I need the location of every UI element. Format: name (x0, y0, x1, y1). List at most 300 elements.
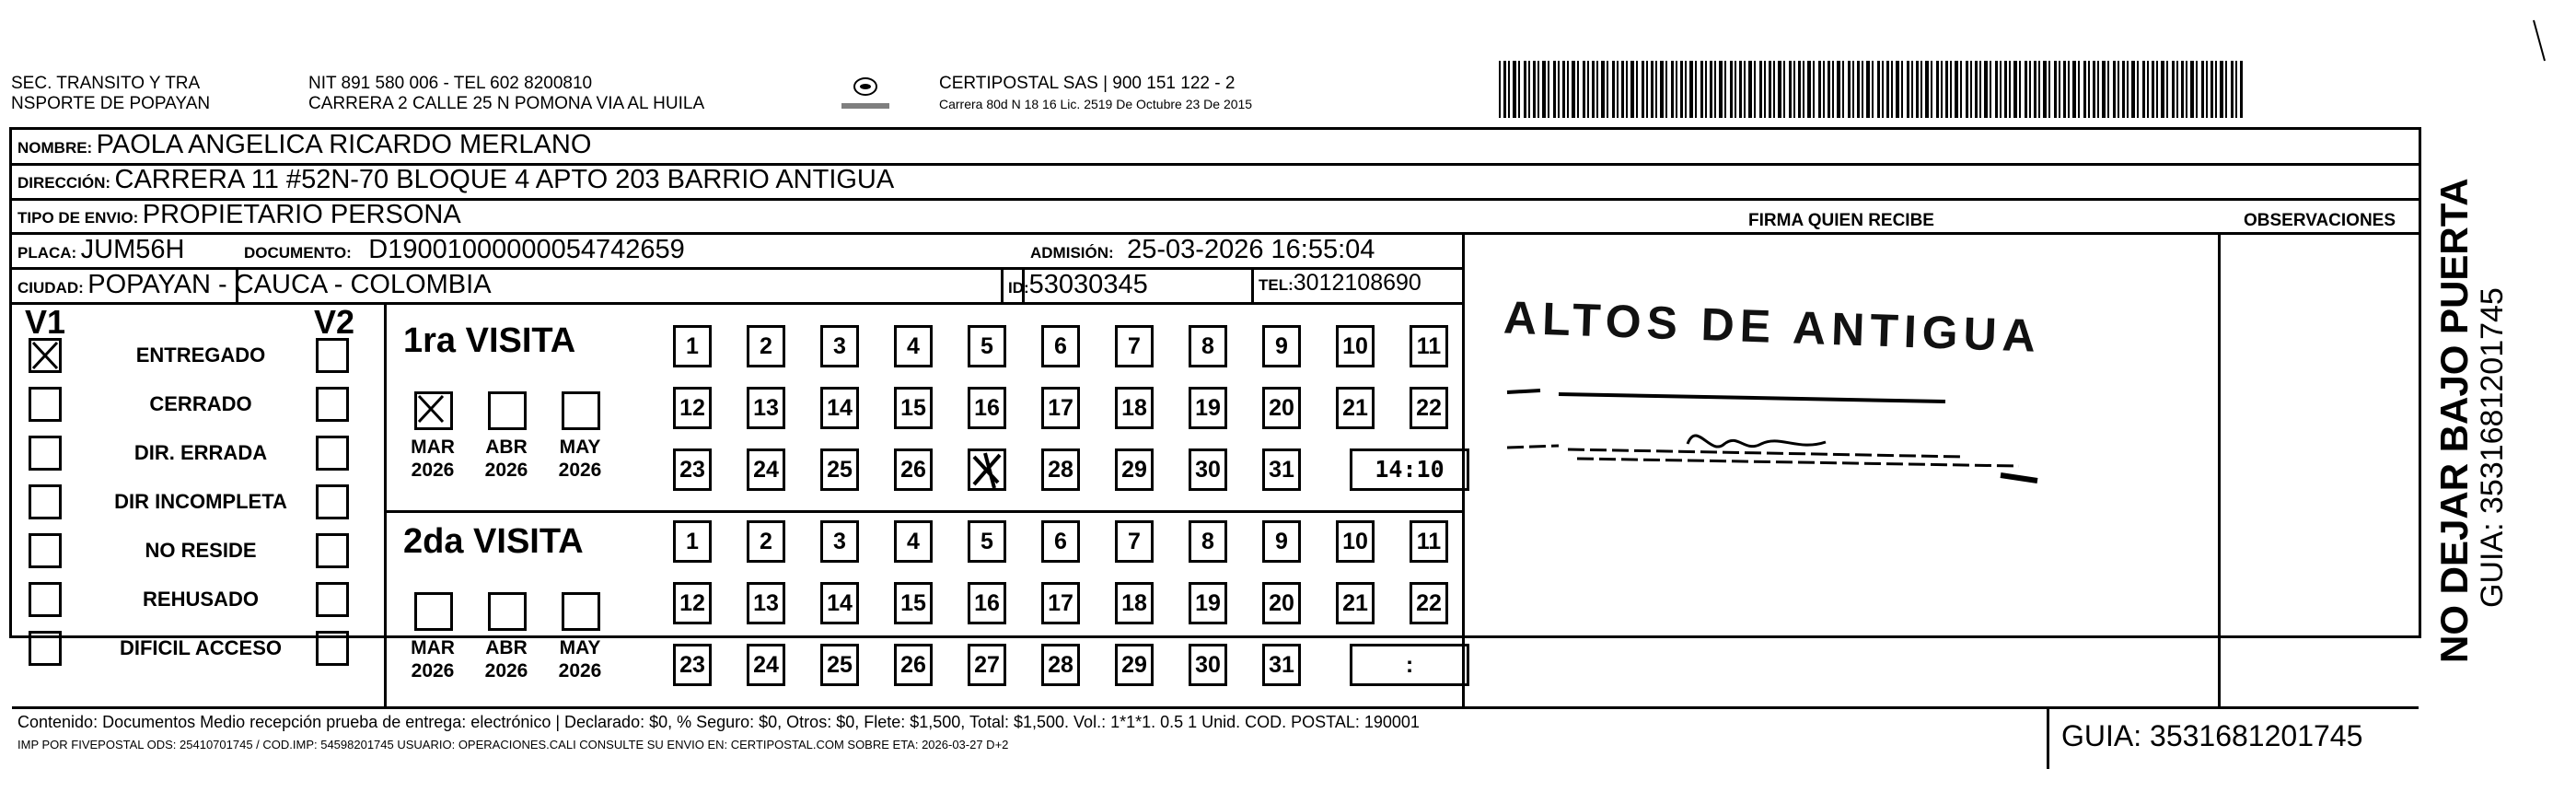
barcode-bar (1596, 61, 1598, 118)
barcode-bar (2048, 61, 2050, 118)
barcode-bar (1714, 61, 1716, 118)
corner-mark-icon (2532, 18, 2550, 64)
barcode-bar (2083, 61, 2086, 118)
barcode-bar (2009, 61, 2011, 118)
barcode-bar (1548, 61, 1549, 118)
day-box[interactable]: 18 (1115, 582, 1154, 624)
barcode-bar (1671, 61, 1674, 118)
day-box[interactable]: 7 (1115, 325, 1154, 367)
address-row (17, 165, 894, 195)
nit-line-2: CARRERA 2 CALLE 25 N POMONA VIA AL HUILA (308, 94, 705, 113)
month-label (474, 636, 539, 682)
month-name: MAY (559, 437, 601, 458)
month-name: MAR (411, 637, 455, 658)
day-box[interactable]: 1 (673, 520, 712, 563)
certipostal-logo-icon (838, 74, 893, 114)
shipping-type: PROPIETARIO PERSONA (142, 200, 461, 229)
time-box[interactable]: 14:10 (1350, 448, 1469, 491)
day-box[interactable]: 10 (1336, 325, 1375, 367)
barcode-bar (1960, 61, 1962, 118)
barcode-bar (1680, 61, 1683, 118)
day-box[interactable]: 29 (1115, 644, 1154, 686)
barcode-bar (2127, 61, 2129, 118)
barcode-bar (1907, 61, 1909, 118)
day-box[interactable] (968, 448, 1006, 491)
barcode-bar (2078, 61, 2080, 118)
barcode-bar (1975, 61, 1978, 118)
barcode-bar (1665, 61, 1667, 118)
day-box[interactable]: 23 (673, 644, 712, 686)
v2-checkbox[interactable] (316, 631, 349, 666)
barcode-bar (2172, 61, 2175, 118)
document-cell (244, 235, 685, 265)
barcode-bar (1533, 61, 1536, 118)
barcode-bar (1592, 61, 1595, 118)
barcode-bar (1700, 61, 1703, 118)
barcode-bar (2004, 61, 2007, 118)
barcode-bar (1577, 61, 1579, 118)
barcode-bar (1852, 61, 1854, 118)
barcode-bar (1528, 61, 1530, 118)
sender-block (11, 74, 210, 114)
id-label: ID: (1008, 279, 1029, 297)
signature-header: FIRMA QUIEN RECIBE (1748, 211, 1934, 230)
barcode-bar (2054, 61, 2057, 118)
barcode-bar (1828, 61, 1830, 118)
contents-line: Contenido: Documentos Medio recepción prueba de entrega: electrónico | Declarado: $0, % Seguro: $0, Otros: $0, Flete: $1,500, Total: $1,500. Vol.: 1*1*1. 0.5 1 Unid. COD. POSTAL: 190001 (17, 713, 1420, 731)
v1-checkbox[interactable] (29, 631, 62, 666)
barcode-bar (2206, 61, 2208, 118)
v1-checkbox[interactable] (29, 338, 62, 373)
barcode-bar (1689, 61, 1693, 118)
barcode-bar (1542, 61, 1546, 118)
day-box[interactable]: 23 (673, 448, 712, 491)
barcode-bar (2152, 61, 2154, 118)
month-checkbox[interactable] (562, 592, 600, 631)
month-year: 2026 (484, 460, 528, 481)
barcode-bar (2019, 61, 2021, 118)
day-box[interactable]: 24 (747, 644, 785, 686)
city-label: CIUDAD: (17, 279, 84, 297)
barcode-bar (1813, 61, 1815, 118)
barcode-bar (2102, 61, 2106, 118)
barcode-bar (2176, 61, 2178, 118)
barcode-bar (1754, 61, 1756, 118)
barcode-bar (1778, 61, 1781, 118)
v1-checkbox[interactable] (29, 484, 62, 519)
barcode-bar (1941, 61, 1943, 118)
barcode-bar (2093, 61, 2095, 118)
day-box[interactable]: 2 (747, 520, 785, 563)
document-number: D19001000000054742659 (368, 235, 685, 264)
barcode-bar (2113, 61, 2116, 118)
month-name: ABR (485, 437, 528, 458)
barcode-bar (1518, 61, 1520, 118)
day-box[interactable]: 25 (820, 644, 859, 686)
barcode-bar (1931, 61, 1932, 118)
barcode-bar (2000, 61, 2002, 118)
day-box[interactable]: 16 (968, 582, 1006, 624)
barcode-bar (1818, 61, 1821, 118)
received-stamp (1503, 291, 2056, 484)
barcode-bar (1676, 61, 1677, 118)
barcode-bar (1857, 61, 1860, 118)
day-box[interactable]: 13 (747, 582, 785, 624)
month-label (400, 636, 465, 682)
barcode-bar (1866, 61, 1870, 118)
barcode-bar (1789, 61, 1792, 118)
barcode-bar (1886, 61, 1889, 118)
day-box[interactable]: 17 (1041, 582, 1080, 624)
barcode-bar (2147, 61, 2149, 118)
barcode-bar (1901, 61, 1903, 118)
barcode-bar (2038, 61, 2040, 118)
city: POPAYAN - CAUCA - COLOMBIA (87, 270, 492, 299)
barcode-bar (1759, 61, 1762, 118)
day-box[interactable]: 16 (968, 387, 1006, 429)
barcode-bar (1955, 61, 1958, 118)
barcode-bar (1705, 61, 1707, 118)
day-box[interactable]: 2 (747, 325, 785, 367)
id-cell (1008, 270, 1148, 300)
barcode-bar (2215, 61, 2217, 118)
day-box[interactable]: 26 (894, 448, 933, 491)
name-row (17, 130, 591, 160)
barcode-bar (1558, 61, 1560, 118)
v1-checkbox[interactable] (29, 582, 62, 617)
month-label (548, 636, 612, 682)
day-box[interactable]: 15 (894, 387, 933, 429)
month-year: 2026 (484, 660, 528, 681)
recipient-address: CARRERA 11 #52N-70 BLOQUE 4 APTO 203 BARRIO ANTIGUA (114, 165, 895, 194)
barcode-bar (2122, 61, 2125, 118)
barcode-bar (1587, 61, 1589, 118)
status-option-label: DIR. ERRADA (133, 441, 268, 464)
status-option-label: CERRADO (149, 392, 252, 415)
barcode-bar (1803, 61, 1804, 118)
side-guia: GUIA: 3531681201745 (2475, 287, 2510, 608)
day-box[interactable]: 6 (1041, 325, 1080, 367)
day-box[interactable]: 5 (968, 325, 1006, 367)
barcode-bar (1499, 61, 1501, 118)
company-line-2: Carrera 80d N 18 16 Lic. 2519 De Octubre 23 De 2015 (939, 97, 1253, 111)
day-box[interactable]: 4 (894, 325, 933, 367)
day-box[interactable]: 27 (968, 644, 1006, 686)
day-box[interactable]: 28 (1041, 448, 1080, 491)
barcode-bar (1872, 61, 1874, 118)
barcode-bar (2131, 61, 2135, 118)
barcode-bar (2231, 61, 2234, 118)
v2-checkbox[interactable] (316, 387, 349, 422)
month-checkbox[interactable] (488, 391, 527, 430)
barcode-bar (1524, 61, 1526, 118)
barcode-bar (1979, 61, 1981, 118)
month-checkbox[interactable] (414, 592, 453, 631)
day-box[interactable]: 4 (894, 520, 933, 563)
check-mark-icon (417, 394, 445, 424)
barcode-bar (1612, 61, 1615, 118)
barcode-bar (1925, 61, 1929, 118)
v1-checkbox[interactable] (29, 436, 62, 471)
barcode-bar (1553, 61, 1556, 118)
barcode-bar (1730, 61, 1733, 118)
document-label: DOCUMENTO: (244, 244, 352, 262)
barcode-bar (2043, 61, 2047, 118)
v1-checkbox[interactable] (29, 387, 62, 422)
barcode-bar (1562, 61, 1565, 118)
barcode-bar (1651, 61, 1654, 118)
month-year: 2026 (558, 660, 602, 681)
admission-label: ADMISIÓN: (1030, 244, 1114, 262)
barcode-bar (1655, 61, 1657, 118)
status-option-label: NO RESIDE (145, 539, 257, 562)
barcode-bar (1503, 61, 1506, 118)
barcode-image (1499, 61, 2243, 118)
barcode-bar (2097, 61, 2099, 118)
id-value: 53030345 (1028, 270, 1148, 299)
day-box[interactable]: 24 (747, 448, 785, 491)
barcode-bar (2142, 61, 2145, 118)
nit-line-1: NIT 891 580 006 - TEL 602 8200810 (308, 74, 593, 93)
barcode-bar (2240, 61, 2243, 118)
barcode-bar (2225, 61, 2227, 118)
day-box[interactable]: 30 (1189, 448, 1227, 491)
day-box[interactable]: 3 (820, 325, 859, 367)
barcode-bar (1891, 61, 1893, 118)
v2-checkbox[interactable] (316, 436, 349, 471)
barcode-bar (2118, 61, 2119, 118)
no-dejar-bajo-puerta: NO DEJAR BAJO PUERTA (2432, 178, 2476, 663)
month-label (474, 436, 539, 482)
barcode-bar (1719, 61, 1723, 118)
barcode-bar (2210, 61, 2213, 118)
day-box[interactable]: 31 (1262, 448, 1301, 491)
day-box[interactable]: 13 (747, 387, 785, 429)
status-option-label: REHUSADO (143, 588, 259, 611)
day-box[interactable]: 1 (673, 325, 712, 367)
barcode-bar (1660, 61, 1664, 118)
sender-line-1: SEC. TRANSITO Y TRA (11, 74, 201, 93)
barcode-bar (1695, 61, 1697, 118)
barcode-bar (1583, 61, 1585, 118)
barcode-bar (1832, 61, 1834, 118)
day-box[interactable]: 18 (1115, 387, 1154, 429)
barcode-bar (1916, 61, 1919, 118)
day-box[interactable]: 9 (1262, 325, 1301, 367)
barcode-bar (1882, 61, 1884, 118)
barcode-bar (1642, 61, 1644, 118)
barcode-bar (2201, 61, 2204, 118)
day-box[interactable]: 3 (820, 520, 859, 563)
v2-checkbox[interactable] (316, 338, 349, 373)
v1-checkbox[interactable] (29, 533, 62, 568)
month-year: 2026 (558, 460, 602, 481)
day-box[interactable]: 19 (1189, 387, 1227, 429)
barcode-bar (1842, 61, 1844, 118)
barcode-bar (1798, 61, 1801, 118)
signature-scribble-icon (1503, 355, 2056, 484)
day-box[interactable]: 28 (1041, 644, 1080, 686)
barcode-bar (1848, 61, 1851, 118)
barcode-bar (2190, 61, 2194, 118)
day-box[interactable]: 11 (1410, 520, 1448, 563)
visit-1-title: 1ra VISITA (403, 321, 576, 360)
barcode-bar (1636, 61, 1638, 118)
barcode-bar (2156, 61, 2158, 118)
address-label: DIRECCIÓN: (17, 174, 111, 192)
month-checkbox[interactable] (488, 592, 527, 631)
barcode-bar (1572, 61, 1575, 118)
barcode-bar (2025, 61, 2027, 118)
barcode-bar (1724, 61, 1726, 118)
status-option-label: ENTREGADO (135, 344, 266, 367)
barcode-bar (1773, 61, 1775, 118)
barcode-bar (1793, 61, 1795, 118)
barcode-bar (1837, 61, 1840, 118)
day-box[interactable]: 31 (1262, 644, 1301, 686)
barcode-bar (1646, 61, 1648, 118)
v2-checkbox[interactable] (316, 533, 349, 568)
nit-block (308, 74, 704, 114)
barcode-bar (1621, 61, 1624, 118)
shipping-type-label: TIPO DE ENVIO: (17, 209, 139, 227)
barcode-bar (1896, 61, 1899, 118)
barcode-bar (1950, 61, 1952, 118)
tel-label: TEL: (1259, 276, 1294, 294)
stamp-text: ALTOS DE ANTIGUA (1503, 291, 2042, 362)
admission-cell (1030, 235, 1375, 265)
recipient-name: PAOLA ANGELICA RICARDO MERLANO (96, 130, 592, 159)
check-mark-icon (31, 341, 59, 370)
barcode-bar (1877, 61, 1880, 118)
barcode-bar (1995, 61, 1998, 118)
barcode-bar (2088, 61, 2090, 118)
day-box[interactable]: 20 (1262, 387, 1301, 429)
month-checkbox[interactable] (414, 391, 453, 430)
barcode-bar (2107, 61, 2109, 118)
day-box[interactable]: 15 (894, 582, 933, 624)
v2-checkbox[interactable] (316, 484, 349, 519)
barcode-bar (1769, 61, 1771, 118)
v2-label: V2 (314, 303, 355, 341)
day-box[interactable]: 21 (1336, 582, 1375, 624)
barcode-bar (2059, 61, 2060, 118)
barcode-bar (1735, 61, 1736, 118)
barcode-bar (1567, 61, 1569, 118)
day-box[interactable]: 11 (1410, 325, 1448, 367)
barcode-bar (1626, 61, 1628, 118)
month-name: MAR (411, 437, 455, 458)
barcode-bar (1807, 61, 1811, 118)
day-box[interactable]: 26 (894, 644, 933, 686)
day-box[interactable]: 14 (820, 387, 859, 429)
day-box[interactable]: 7 (1115, 520, 1154, 563)
day-box[interactable]: 9 (1262, 520, 1301, 563)
day-box[interactable]: 25 (820, 448, 859, 491)
barcode-bar (1966, 61, 1968, 118)
barcode-bar (2029, 61, 2031, 118)
barcode-bar (1862, 61, 1863, 118)
observations-header: OBSERVACIONES (2243, 211, 2396, 230)
barcode-bar (1685, 61, 1687, 118)
barcode-bar (2068, 61, 2070, 118)
barcode-bar (1508, 61, 1510, 118)
day-box[interactable]: 5 (968, 520, 1006, 563)
barcode-bar (2166, 61, 2168, 118)
day-box[interactable]: 8 (1189, 520, 1227, 563)
plate-label: PLACA: (17, 244, 77, 262)
day-box[interactable]: 22 (1410, 387, 1448, 429)
barcode-bar (1970, 61, 1972, 118)
barcode-bar (1630, 61, 1634, 118)
barcode-bar (2196, 61, 2198, 118)
print-line: IMP POR FIVEPOSTAL ODS: 25410701745 / COD.IMP: 54598201745 USUARIO: OPERACIONES.CALI CONSULTE SU ENVIO EN: CERTIPOSTAL.COM SOBRE ETA: 2026-03-27 D+2 (17, 738, 1009, 751)
month-label (400, 436, 465, 482)
v1-label: V1 (25, 303, 66, 341)
status-option-label: DIR INCOMPLETA (114, 490, 287, 513)
barcode-bar (2013, 61, 2017, 118)
barcode-bar (2186, 61, 2187, 118)
day-box[interactable]: 12 (673, 387, 712, 429)
barcode-bar (2161, 61, 2164, 118)
month-year: 2026 (411, 460, 455, 481)
company-block (939, 74, 1252, 112)
day-box[interactable]: 30 (1189, 644, 1227, 686)
delivery-form (9, 127, 2421, 752)
day-box[interactable]: 12 (673, 582, 712, 624)
barcode-bar (1911, 61, 1913, 118)
barcode-bar (1617, 61, 1619, 118)
v2-checkbox[interactable] (316, 582, 349, 617)
day-box[interactable]: 6 (1041, 520, 1080, 563)
barcode-bar (2072, 61, 2076, 118)
day-box[interactable]: 21 (1336, 387, 1375, 429)
company-line-1: CERTIPOSTAL SAS | 900 151 122 - 2 (939, 74, 1236, 93)
barcode-bar (1601, 61, 1605, 118)
time-box[interactable]: : (1350, 644, 1469, 686)
shipping-type-row (17, 200, 461, 230)
barcode-bar (2220, 61, 2223, 118)
tel-cell (1259, 270, 1421, 297)
day-box[interactable]: 17 (1041, 387, 1080, 429)
barcode-bar (1607, 61, 1608, 118)
plate-cell (17, 235, 184, 265)
day-box[interactable]: 8 (1189, 325, 1227, 367)
month-checkbox[interactable] (562, 391, 600, 430)
barcode-bar (1748, 61, 1752, 118)
month-label (548, 436, 612, 482)
barcode-bar (2235, 61, 2237, 118)
day-box[interactable]: 19 (1189, 582, 1227, 624)
day-box[interactable]: 22 (1410, 582, 1448, 624)
month-year: 2026 (411, 660, 455, 681)
day-box[interactable]: 10 (1336, 520, 1375, 563)
day-box[interactable]: 29 (1115, 448, 1154, 491)
month-name: MAY (559, 637, 601, 658)
barcode-bar (1945, 61, 1948, 118)
day-box[interactable]: 14 (820, 582, 859, 624)
barcode-bar (1744, 61, 1746, 118)
plate: JUM56H (80, 235, 185, 264)
day-box[interactable]: 20 (1262, 582, 1301, 624)
barcode-bar (1764, 61, 1766, 118)
barcode-bar (2181, 61, 2184, 118)
city-cell (17, 270, 492, 300)
visit-2-title: 2da VISITA (403, 522, 584, 561)
barcode-bar (1823, 61, 1825, 118)
barcode-bar (2063, 61, 2066, 118)
barcode-bar (1710, 61, 1712, 118)
